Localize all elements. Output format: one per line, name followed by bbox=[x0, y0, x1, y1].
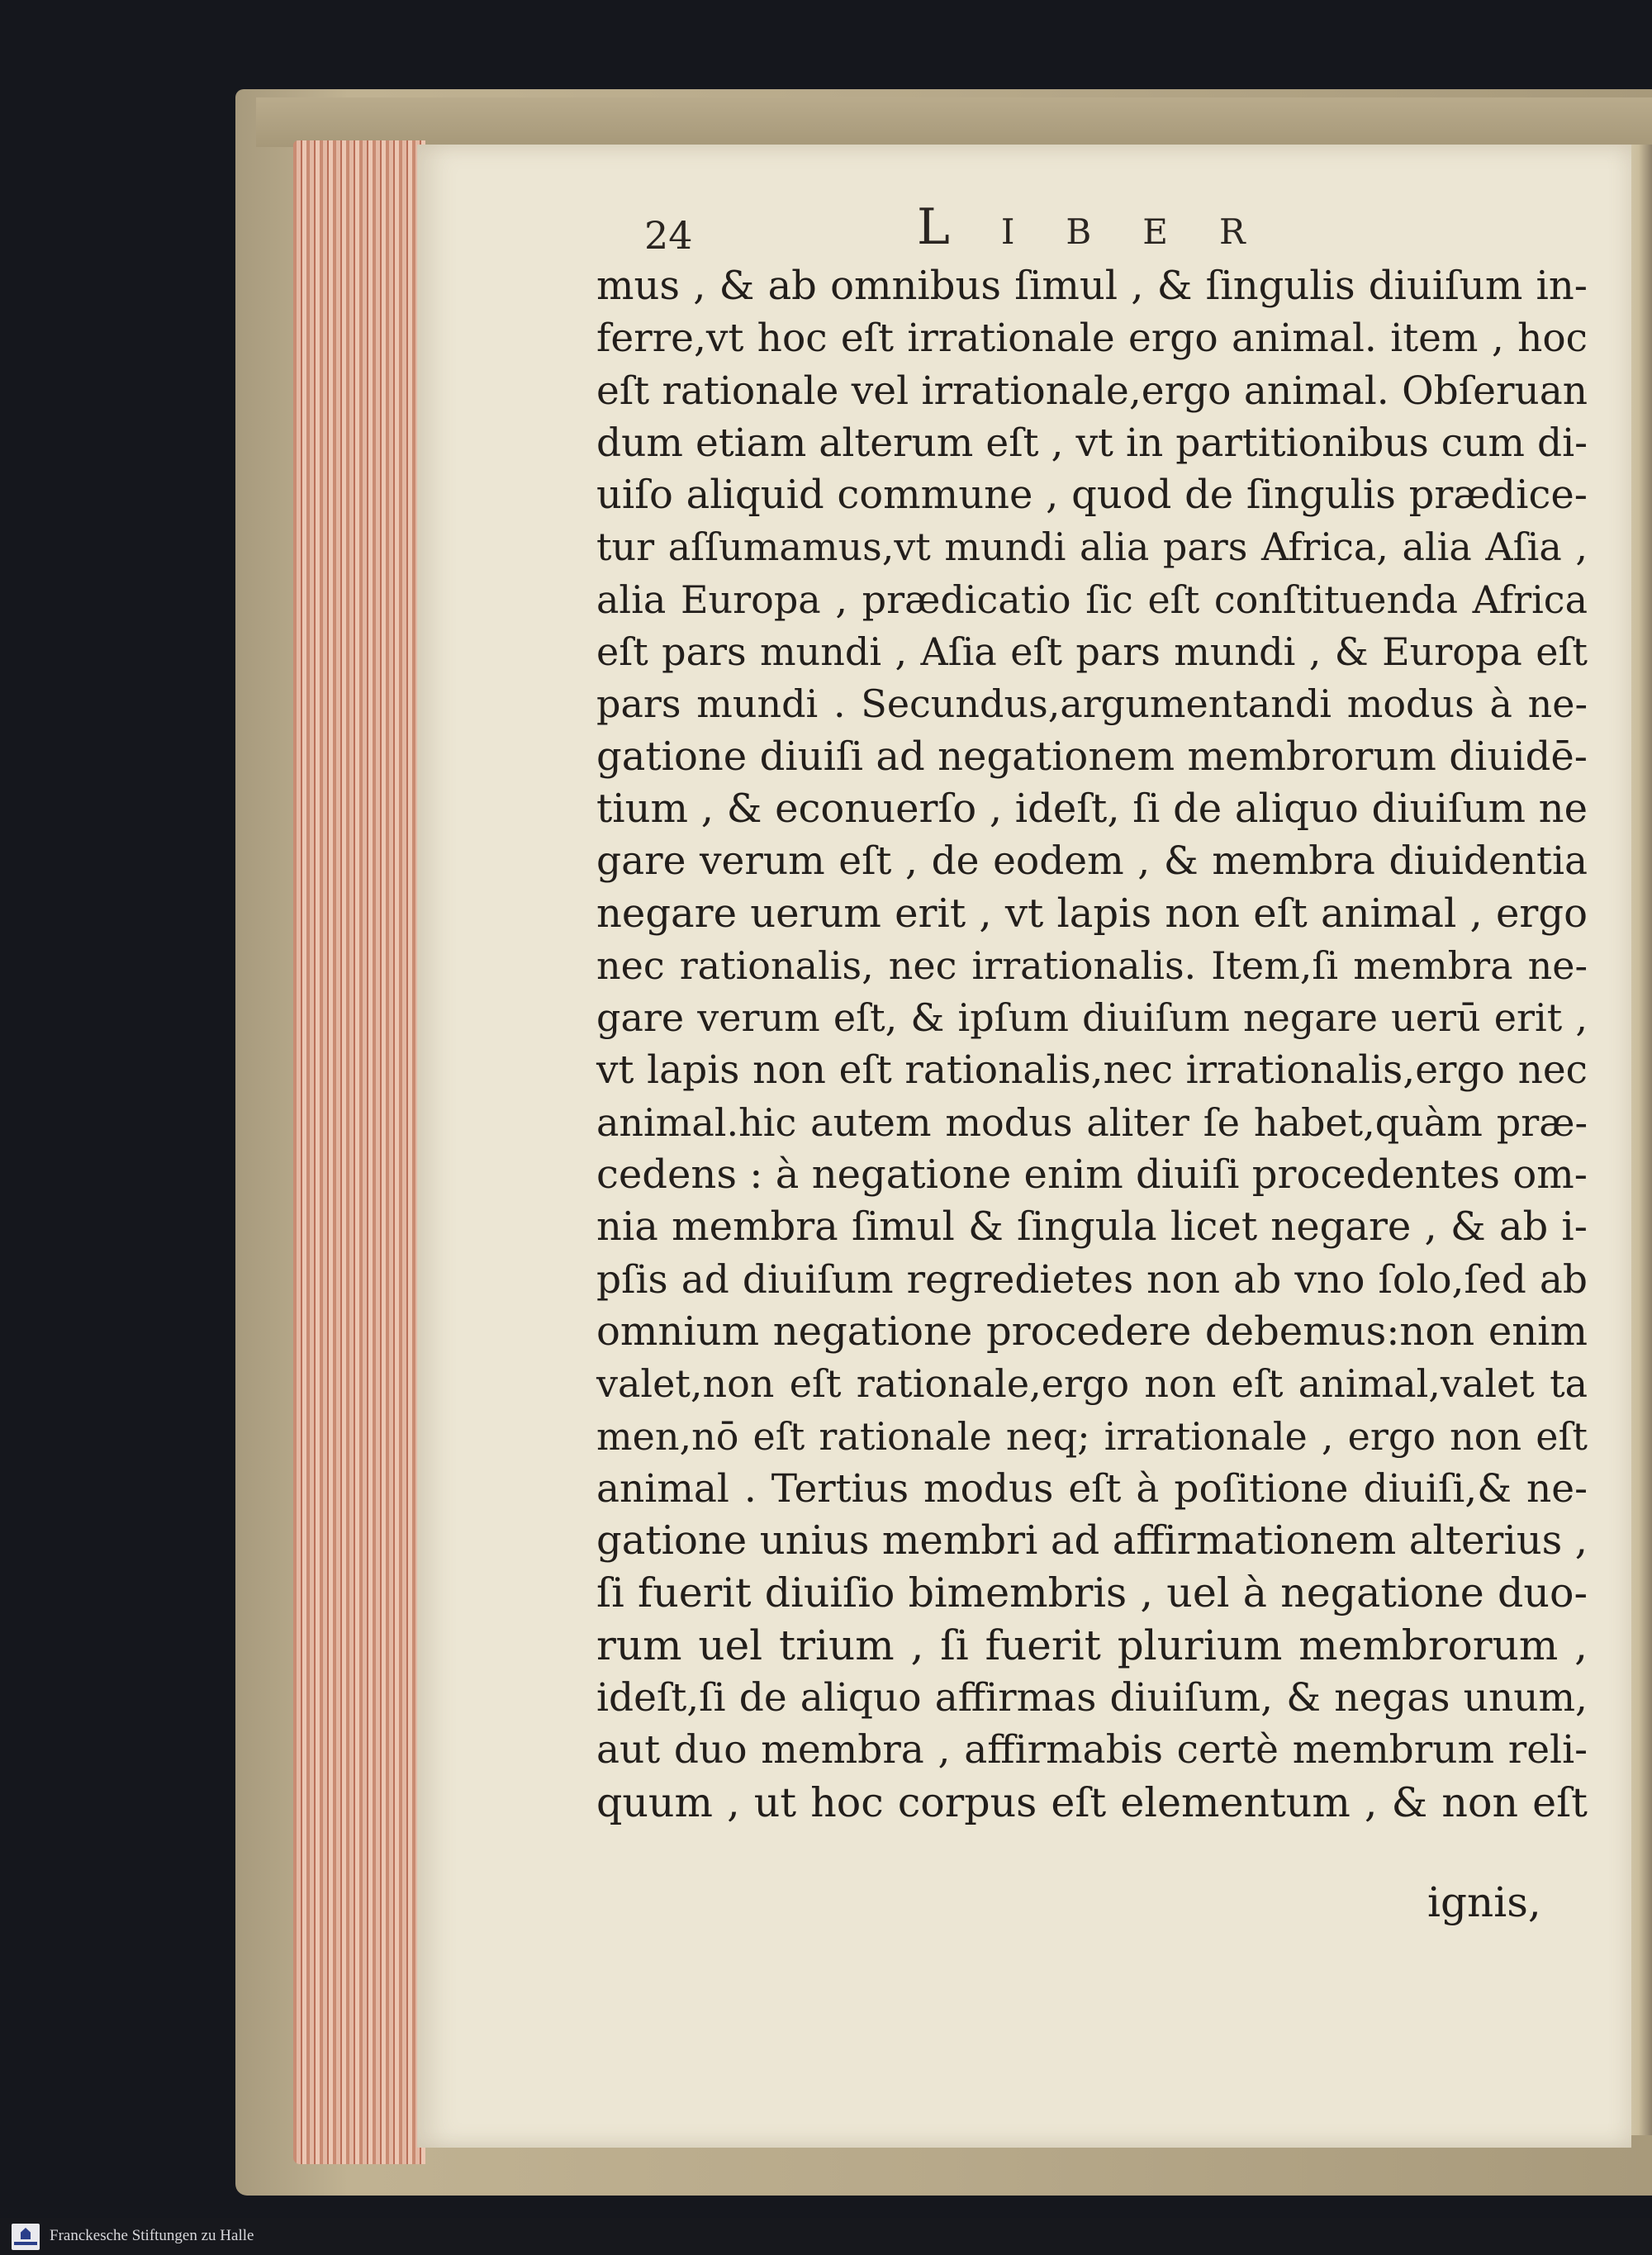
text-line: quum , ut hoc corpus eſt elementum , & non eſt bbox=[596, 1778, 1588, 1826]
body-text bbox=[596, 260, 1588, 1829]
text-line: uiſo aliquid commune , quod de ſingulis prædice- bbox=[596, 472, 1588, 519]
text-line: dum etiam alterum eſt , vt in partitionibus cum di- bbox=[596, 420, 1588, 466]
page-number: 24 bbox=[644, 213, 693, 258]
text-line: valet,non eſt rationale,ergo non eſt animal,valet ta bbox=[596, 1361, 1588, 1407]
text-line: ſi fuerit diuiſio bimembris , uel à negatione duo- bbox=[596, 1569, 1588, 1617]
text-line: tium , & econuerſo , ideſt, ſi de aliquo diuiſum ne bbox=[596, 785, 1588, 832]
text-line: gare verum eſt , de eodem , & membra diuidentia bbox=[596, 838, 1588, 885]
text-line: gatione unius membri ad affirmationem alterius , bbox=[596, 1517, 1588, 1564]
text-line: negare uerum erit , vt lapis non eſt animal , ergo bbox=[596, 890, 1588, 937]
red-page-edges bbox=[293, 140, 425, 2164]
text-line: pſis ad diuiſum regredietes non ab vno ſolo,ſed ab bbox=[596, 1256, 1588, 1303]
text-line: vt lapis non eſt rationalis,nec irrationalis,ergo nec bbox=[596, 1047, 1588, 1094]
text-line: aut duo membra , affirmabis certè membrum reli- bbox=[596, 1727, 1588, 1773]
text-line: pars mundi . Secundus,argumentandi modus à ne- bbox=[596, 681, 1588, 727]
institution-logo-icon[interactable] bbox=[12, 2224, 40, 2250]
text-line: gatione diuiſi ad negationem membrorum diuidē- bbox=[596, 733, 1588, 780]
text-line: gare verum eſt, & ipſum diuiſum negare uerū erit , bbox=[596, 995, 1588, 1041]
catchword: ignis, bbox=[1427, 1878, 1541, 1926]
text-line: alia Europa , prædicatio ſic eſt conſtituenda Africa bbox=[596, 577, 1588, 622]
running-title: Liber bbox=[917, 198, 1297, 256]
text-line: eſt pars mundi , Aſia eſt pars mundi , & Europa eſt bbox=[596, 629, 1588, 675]
text-line: men,nō eſt rationale neq; irrationale , ergo non eſt bbox=[596, 1413, 1588, 1459]
text-line: ferre,vt hoc eſt irrationale ergo animal. item , hoc bbox=[596, 316, 1588, 362]
text-line: animal . Tertius modus eſt à poſitione diuiſi,& ne- bbox=[596, 1465, 1588, 1512]
institution-name[interactable]: Franckesche Stiftungen zu Halle bbox=[50, 2227, 254, 2244]
text-line: eſt rationale vel irrationale,ergo animal. Obſeruan bbox=[596, 368, 1588, 414]
text-line: mus , & ab omnibus ſimul , & ſingulis diuiſum in- bbox=[596, 263, 1588, 309]
text-line: ideſt,ſi de aliquo affirmas diuiſum, & negas unum, bbox=[596, 1675, 1588, 1721]
text-line: rum uel trium , ſi fuerit plurium membrorum , bbox=[596, 1621, 1588, 1669]
footer-bar bbox=[0, 2218, 1652, 2255]
text-line: nec rationalis, nec irrationalis. Item,ſi membra ne- bbox=[596, 942, 1588, 988]
text-line: nia membra ſimul & ſingula licet negare , & ab i- bbox=[596, 1203, 1588, 1251]
text-line: cedens : à negatione enim diuiſi procedentes om- bbox=[596, 1151, 1588, 1199]
text-line: animal.hic autem modus aliter ſe habet,quàm præ- bbox=[596, 1099, 1588, 1145]
binding-top-edge bbox=[256, 97, 1652, 147]
running-head bbox=[644, 198, 1388, 264]
text-line: omnium negatione procedere debemus:non enim bbox=[596, 1308, 1588, 1355]
text-line: tur aſſumamus,vt mundi alia pars Africa, alia Aſia , bbox=[596, 525, 1588, 570]
